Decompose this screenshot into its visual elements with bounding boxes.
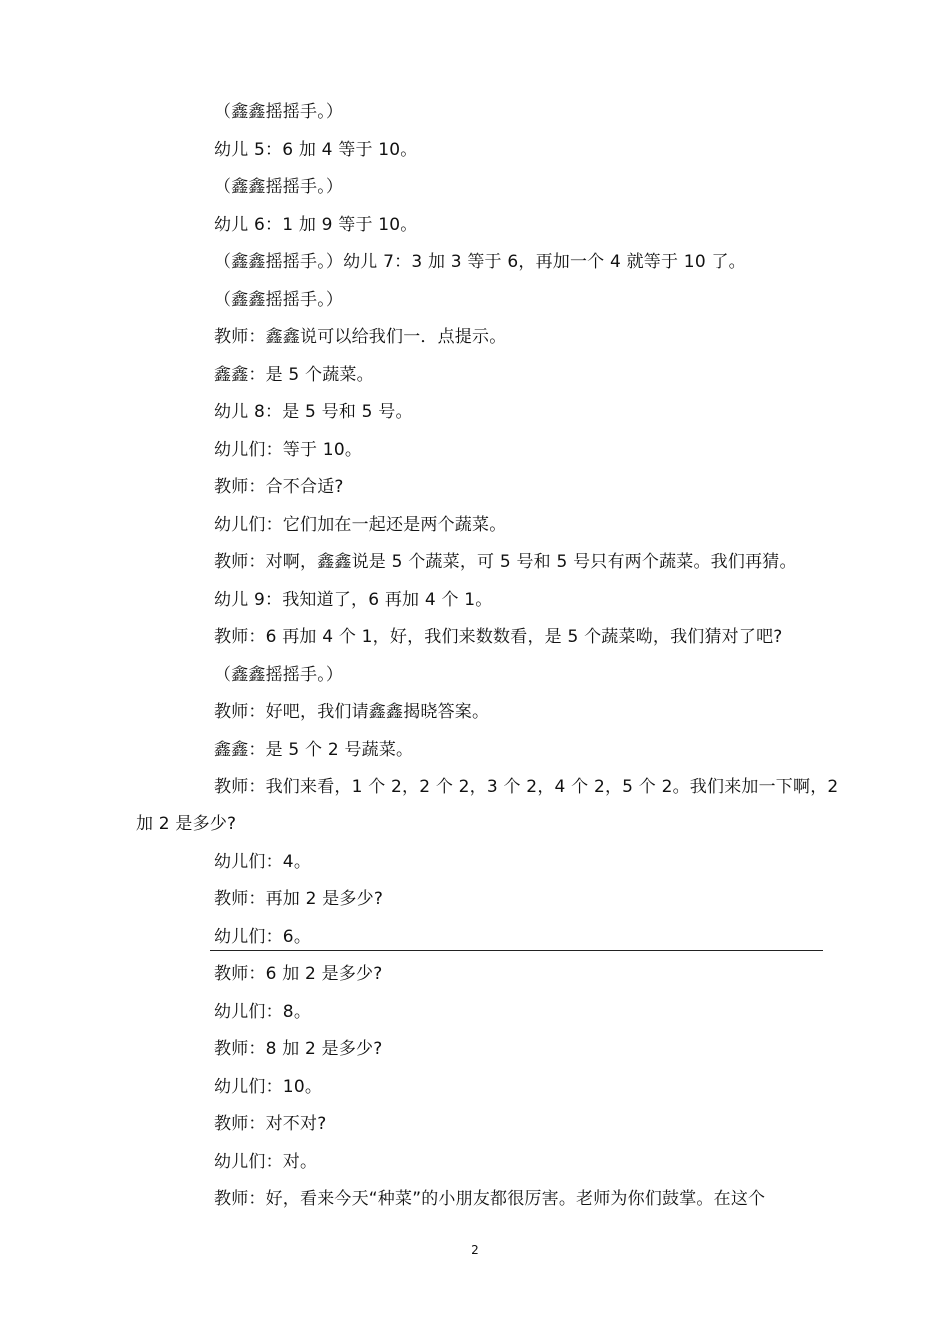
text-line: （鑫鑫摇摇手。）	[214, 177, 344, 197]
text-line: （鑫鑫摇摇手。）幼儿 7：3 加 3 等于 6，再加一个 4 就等于 10 了。	[214, 252, 746, 272]
text-line: 教师：6 加 2 是多少?	[214, 964, 383, 984]
text-line: 幼儿 9：我知道了，6 再加 4 个 1。	[214, 590, 493, 610]
text-line: 教师：6 再加 4 个 1，好，我们来数数看，是 5 个蔬菜呦，我们猜对了吧?	[214, 627, 783, 647]
page-number: 2	[471, 1243, 479, 1257]
text-line: 幼儿们：它们加在一起还是两个蔬菜。	[214, 515, 507, 535]
text-line: 教师：好，看来今天“种菜”的小朋友都很厉害。老师为你们鼓掌。在这个	[214, 1189, 766, 1209]
text-line: 教师：8 加 2 是多少?	[214, 1039, 383, 1059]
text-line: 教师：再加 2 是多少?	[214, 889, 384, 909]
text-line: 幼儿 8：是 5 号和 5 号。	[214, 402, 413, 422]
text-line: 幼儿 5：6 加 4 等于 10。	[214, 140, 418, 160]
text-line: 鑫鑫：是 5 个蔬菜。	[214, 365, 374, 385]
text-line: （鑫鑫摇摇手。）	[214, 665, 344, 685]
text-line: 幼儿们：10。	[214, 1077, 323, 1097]
text-line: 幼儿们：6。	[214, 927, 312, 947]
text-line: （鑫鑫摇摇手。）	[214, 102, 344, 122]
text-line: 幼儿们：等于 10。	[214, 440, 363, 460]
horizontal-rule	[210, 950, 823, 951]
text-line: 幼儿 6：1 加 9 等于 10。	[214, 215, 418, 235]
text-line: 幼儿们：8。	[214, 1002, 312, 1022]
text-line: 教师：对啊，鑫鑫说是 5 个蔬菜，可 5 号和 5 号只有两个蔬菜。我们再猜。	[214, 552, 797, 572]
text-line: 教师：对不对?	[214, 1114, 327, 1134]
text-line: 教师：好吧，我们请鑫鑫揭晓答案。	[214, 702, 490, 722]
text-line: 幼儿们：4。	[214, 852, 312, 872]
text-line: 加 2 是多少?	[136, 814, 237, 834]
text-line: （鑫鑫摇摇手。）	[214, 290, 344, 310]
text-line: 教师：合不合适?	[214, 477, 344, 497]
text-line: 教师：鑫鑫说可以给我们一．点提示。	[214, 327, 507, 347]
text-line: 鑫鑫：是 5 个 2 号蔬菜。	[214, 740, 414, 760]
text-line: 幼儿们：对。	[214, 1152, 318, 1172]
text-line: 教师：我们来看，1 个 2，2 个 2，3 个 2，4 个 2，5 个 2。我们来加一下啊，2	[214, 777, 839, 797]
